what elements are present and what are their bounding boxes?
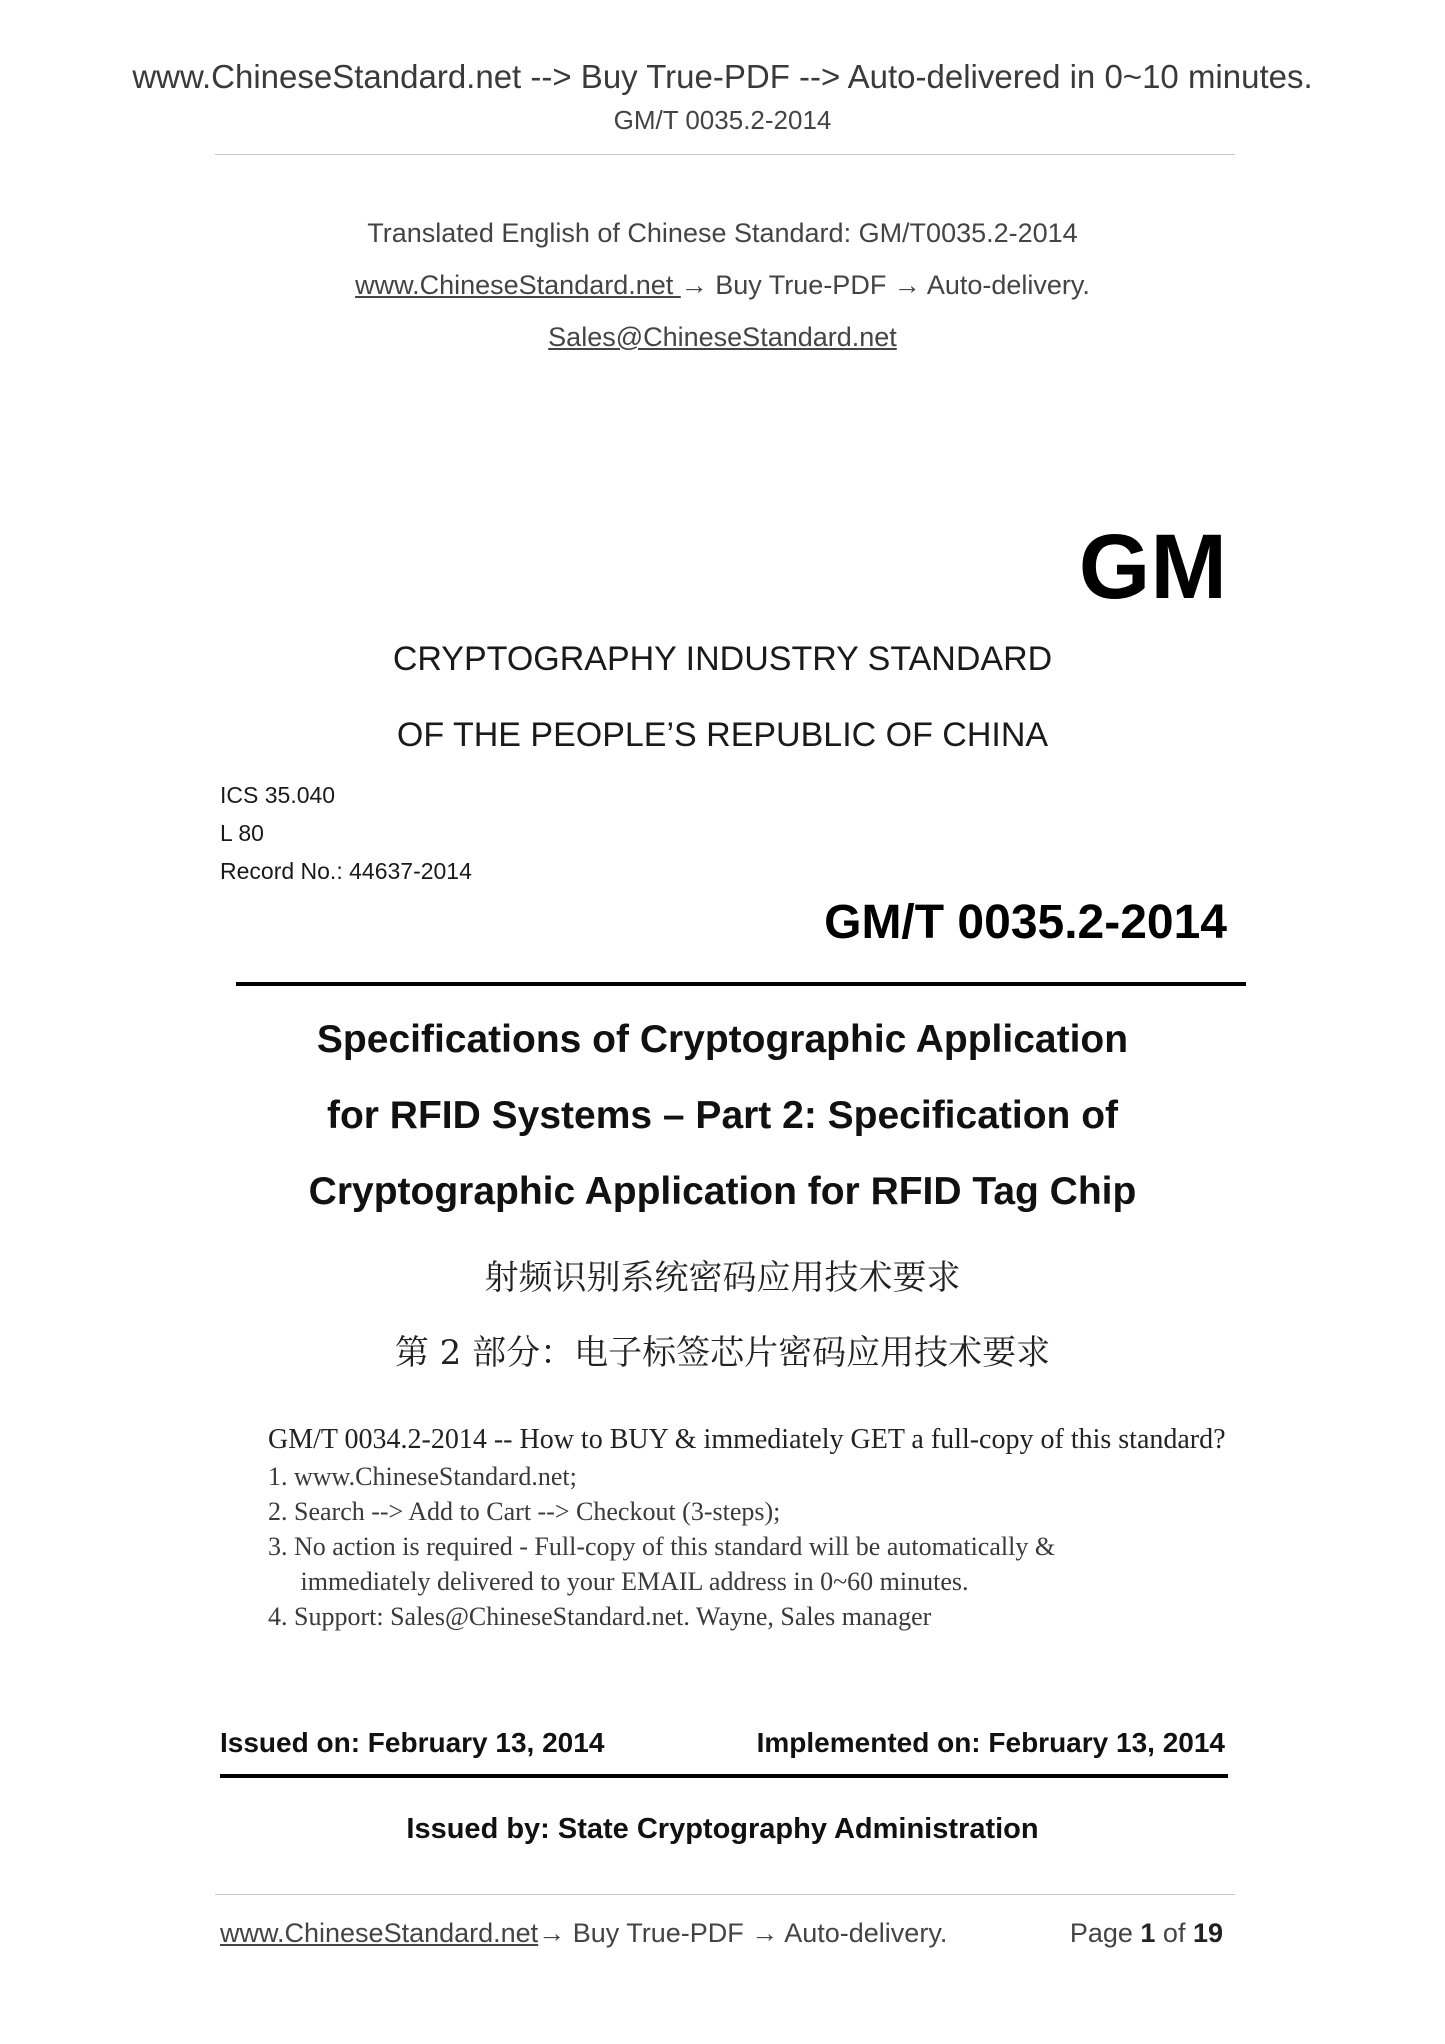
page-indicator — [1070, 1918, 1223, 1949]
title-line1: Specifications of Cryptographic Application — [316, 1018, 1129, 1061]
promo-item: 2. Search --> Add to Cart --> Checkout (3-steps); — [268, 1497, 781, 1526]
code-divider — [236, 982, 1246, 986]
arrow-icon: → — [538, 1918, 566, 1948]
page-number: 1 — [1140, 1918, 1156, 1948]
buy-line — [0, 270, 1445, 301]
page-prefix: Page — [1069, 1918, 1141, 1948]
chinese-title-line2: 第 2 部分：电子标签芯片密码应用技术要求 — [394, 1333, 1051, 1373]
promo-heading: GM/T 0034.2-2014 -- How to BUY & immediately GET a full-copy of this standard? — [268, 1424, 1226, 1455]
arrow-icon: → — [680, 270, 708, 300]
translated-title: Translated English of Chinese Standard: GM/T0035.2-2014 — [367, 218, 1078, 248]
footer-buy-line — [220, 1918, 947, 1949]
footer-divider — [215, 1894, 1235, 1895]
promo-item: 3. No action is required - Full-copy of this standard will be automatically & — [268, 1532, 1056, 1561]
implemented-date: Implemented on: February 13, 2014 — [756, 1727, 1225, 1758]
footer-auto-text: Auto-delivery. — [778, 1918, 948, 1948]
promo-item: immediately delivered to your EMAIL address in 0~60 minutes. — [268, 1567, 969, 1596]
arrow-icon: → — [893, 270, 921, 300]
ics-code: ICS 35.040 — [220, 782, 336, 808]
footer-buy-text: Buy True-PDF — [565, 1918, 752, 1948]
sales-email-link[interactable]: Sales@ChineseStandard.net — [548, 322, 897, 352]
industry-standard-line1: CRYPTOGRAPHY INDUSTRY STANDARD — [392, 640, 1053, 678]
auto-delivery-text: Auto-delivery. — [920, 270, 1090, 300]
title-line2: for RFID Systems – Part 2: Specification of — [326, 1094, 1119, 1137]
issued-by: Issued by: State Cryptography Administration — [406, 1813, 1039, 1845]
page-total: 19 — [1192, 1918, 1223, 1948]
header-divider — [215, 154, 1235, 155]
header-banner: www.ChineseStandard.net --> Buy True-PDF --> Auto-delivered in 0~10 minutes. — [132, 58, 1313, 95]
dates-divider — [220, 1774, 1228, 1778]
header-standard-code: GM/T 0035.2-2014 — [613, 105, 832, 135]
arrow-icon: → — [751, 1918, 779, 1948]
page-mid: of — [1155, 1918, 1193, 1948]
standard-code: GM/T 0035.2-2014 — [824, 896, 1227, 949]
industry-standard-line2: OF THE PEOPLE’S REPUBLIC OF CHINA — [396, 716, 1049, 754]
buy-text: Buy True-PDF — [707, 270, 894, 300]
promo-item: 1. www.ChineseStandard.net; — [268, 1462, 577, 1491]
record-number: Record No.: 44637-2014 — [220, 858, 472, 884]
gm-logo: GM — [1078, 516, 1227, 618]
issued-date: Issued on: February 13, 2014 — [220, 1727, 605, 1758]
title-line3: Cryptographic Application for RFID Tag Chip — [308, 1170, 1137, 1213]
ccs-code: L 80 — [220, 820, 264, 846]
chinese-title-line1: 射频识别系统密码应用技术要求 — [484, 1258, 961, 1298]
site-link[interactable]: www.ChineseStandard.net — [355, 270, 681, 300]
footer-site-link[interactable]: www.ChineseStandard.net — [220, 1918, 539, 1948]
sales-email-line — [0, 322, 1445, 353]
promo-item: 4. Support: Sales@ChineseStandard.net. Wayne, Sales manager — [268, 1602, 932, 1631]
